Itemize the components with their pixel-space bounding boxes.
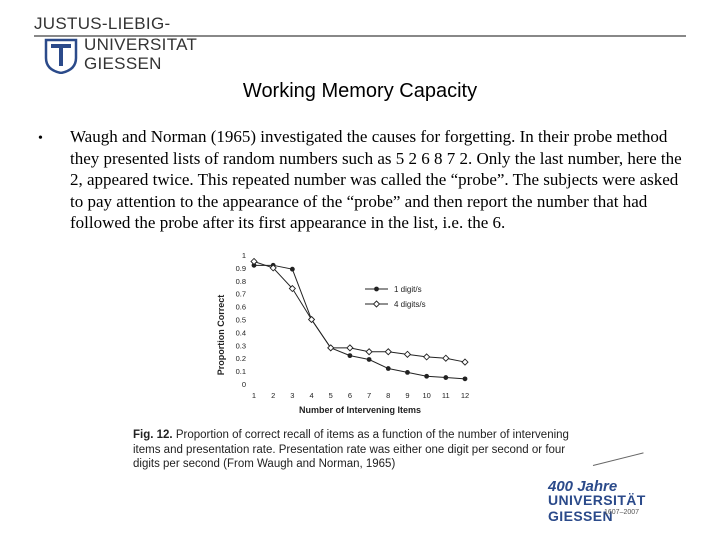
data-point <box>348 353 353 358</box>
x-tick-label: 1 <box>251 391 257 400</box>
series-lines <box>254 261 465 378</box>
x-tick-label: 8 <box>386 391 391 400</box>
x-tick-label: 9 <box>405 391 410 400</box>
y-tick-label: 0.2 <box>235 354 246 364</box>
anniversary-line1: 400 Jahre <box>548 478 618 495</box>
body-paragraph: Waugh and Norman (1965) investigated the causes for forgetting. In their probe method they presented lists of random numbers such as 5 2 6 8 7 2. Only the last number, here the 2, appeared twice. This repeated number was called the “probe”. The subjects were asked to pay attention to the appearance of the “probe” and then report the number that had followed the probe after its first appearance in the list, i.e. the 6. <box>70 127 682 232</box>
university-name-line1: JUSTUS-LIEBIG- <box>34 14 171 33</box>
data-point <box>309 317 315 323</box>
university-name-line2: UNIVERSITAT <box>84 35 198 54</box>
anniversary-divider <box>593 452 644 466</box>
x-axis-ticks <box>252 391 469 400</box>
x-tick-label: 12 <box>460 391 470 400</box>
x-tick-label: 4 <box>309 391 314 400</box>
data-point <box>424 374 429 379</box>
university-name-block <box>84 35 197 73</box>
series-line <box>254 261 465 362</box>
data-point <box>404 351 410 357</box>
y-tick-label: 0.9 <box>235 263 246 273</box>
y-tick-label: 0 <box>241 380 246 389</box>
caption-text: Proportion of correct recall of items as a function of the number of intervening items and presentation rate. Presentation rate was either one digit per second or four digits per second (From Waugh and Norman, 1965) <box>133 429 569 470</box>
x-tick-label: 6 <box>347 391 352 400</box>
anniversary-years: 1607–2007 <box>604 509 640 516</box>
x-tick-label: 2 <box>271 391 276 400</box>
y-tick-label: 0.4 <box>235 328 246 338</box>
y-tick-label: 0.5 <box>235 315 246 325</box>
caption-label: Fig. 12. <box>133 429 173 441</box>
data-point <box>367 357 372 362</box>
legend-label: 1 digit/s <box>394 285 422 294</box>
y-axis-ticks <box>236 251 246 389</box>
y-tick-label: 0.6 <box>235 302 246 312</box>
university-shield-icon <box>44 38 78 74</box>
x-tick-label: 5 <box>328 391 333 400</box>
x-tick-label: 10 <box>422 391 431 400</box>
x-tick-label: 3 <box>290 391 295 400</box>
data-point <box>443 355 449 361</box>
data-point <box>366 349 372 355</box>
y-tick-label: 0.7 <box>235 289 246 299</box>
data-point <box>328 345 334 351</box>
y-tick-label: 1 <box>241 251 246 260</box>
data-point <box>347 345 353 351</box>
data-point <box>405 370 410 375</box>
x-tick-label: 7 <box>367 391 372 400</box>
data-point <box>462 359 468 365</box>
x-axis-label: Number of Intervening Items <box>298 405 422 415</box>
chart-legend <box>365 285 426 309</box>
university-name-line3: GIESSEN <box>84 54 162 73</box>
x-tick-label: 11 <box>441 391 450 400</box>
data-point <box>443 375 448 380</box>
anniversary-line2: UNIVERSITÄT GIESSEN <box>548 492 646 524</box>
series-markers <box>251 258 468 381</box>
data-point <box>386 366 391 371</box>
y-axis-label: Proportion Correct <box>216 294 226 376</box>
legend-label: 4 digits/s <box>394 300 426 309</box>
y-tick-label: 0.1 <box>235 367 246 377</box>
data-point <box>385 349 391 355</box>
series-line <box>254 265 465 379</box>
legend-marker <box>374 287 379 292</box>
y-tick-label: 0.3 <box>235 341 246 351</box>
data-point <box>424 354 430 360</box>
data-point <box>463 376 468 381</box>
slide-title: Working Memory Capacity <box>242 80 478 102</box>
recall-line-chart <box>210 247 480 422</box>
y-tick-label: 0.8 <box>235 276 246 286</box>
bullet-icon: • <box>38 131 43 146</box>
figure-caption <box>133 428 593 472</box>
data-point <box>251 258 257 264</box>
data-point <box>290 267 295 272</box>
anniversary-logo <box>548 478 698 523</box>
legend-marker <box>374 301 380 307</box>
